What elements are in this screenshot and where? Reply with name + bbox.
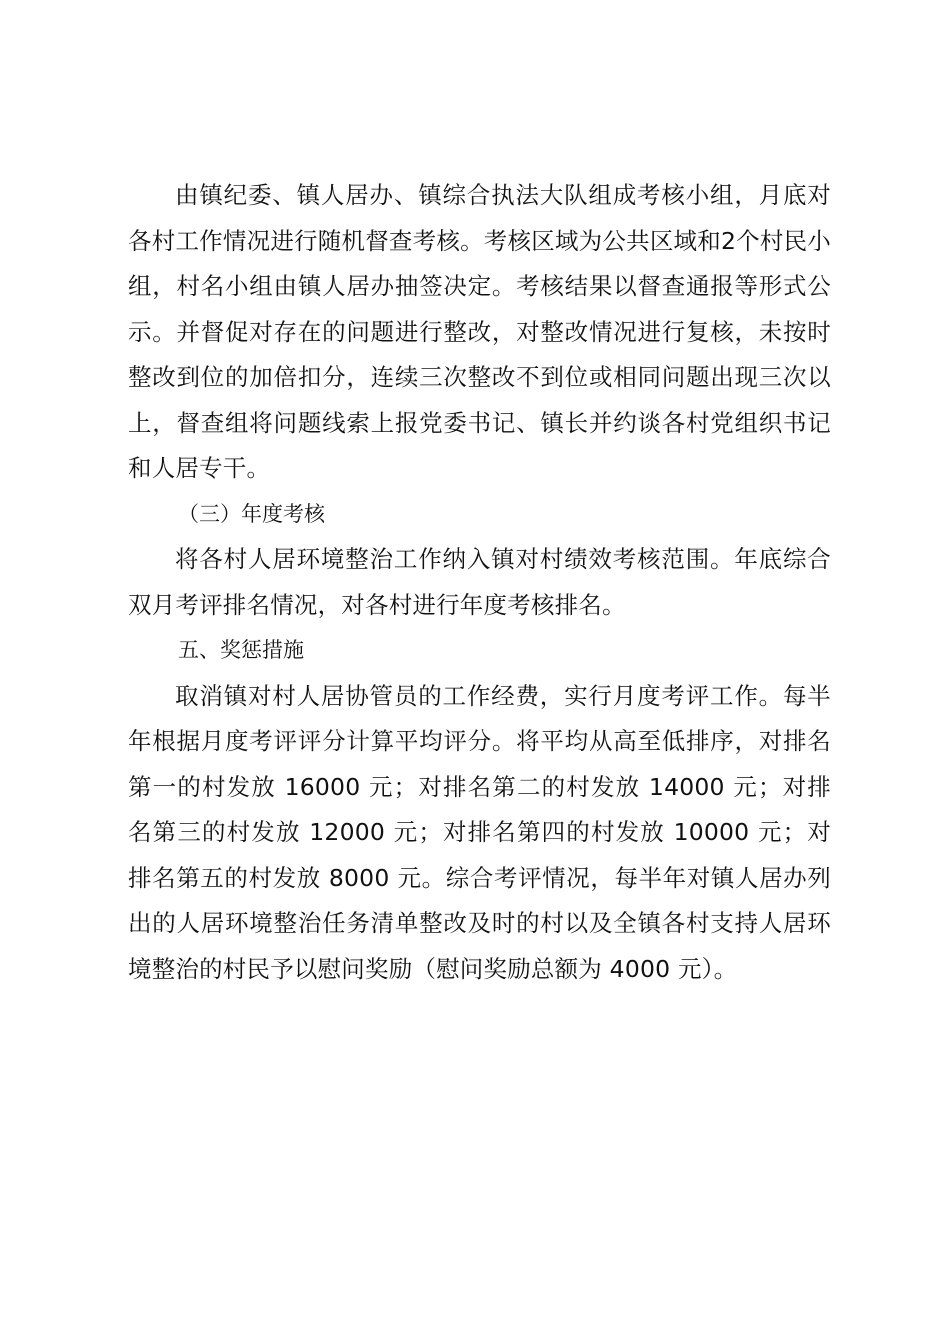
paragraph-exam-team: 由镇纪委、镇人居办、镇综合执法大队组成考核小组，月底对各村工作情况进行随机督查考核。考核区域为公共区域和2个村民小组，村名小组由镇人居办抽签决定。考核结果以督查通报等形式公示。并督促对存在的问题进行整改，对整改情况进行复核，未按时整改到位的加倍扣分，连续三次整改不到位或相同问题出现三次以上，督查组将问题线索上报党委书记、镇长并约谈各村党组织书记和人居专干。: [128, 181, 831, 482]
paragraph-annual-assessment: 将各村人居环境整治工作纳入镇对村绩效考核范围。年底综合双月考评排名情况，对各村进行年度考核排名。: [128, 545, 831, 619]
document-body: [128, 173, 831, 992]
paragraph-rewards-penalties: 取消镇对村人居协管员的工作经费，实行月度考评工作。每半年根据月度考评评分计算平均评分。将平均从高至低排序，对排名第一的村发放 16000 元；对排名第二的村发放 14000 元；对排名第三的村发放 12000 元；对排名第四的村发放 10000 元；对排名第五的村发放 8000 元。综合考评情况，每半年对镇人居办列出的人居环境整治任务清单整改及时的村以及全镇各村支持人居环境整治的村民予以慰问奖励（慰问奖励总额为 4000 元）。: [128, 681, 831, 983]
heading-annual-assessment: （三）年度考核: [178, 501, 325, 526]
heading-rewards-penalties: 五、奖惩措施: [178, 638, 304, 662]
